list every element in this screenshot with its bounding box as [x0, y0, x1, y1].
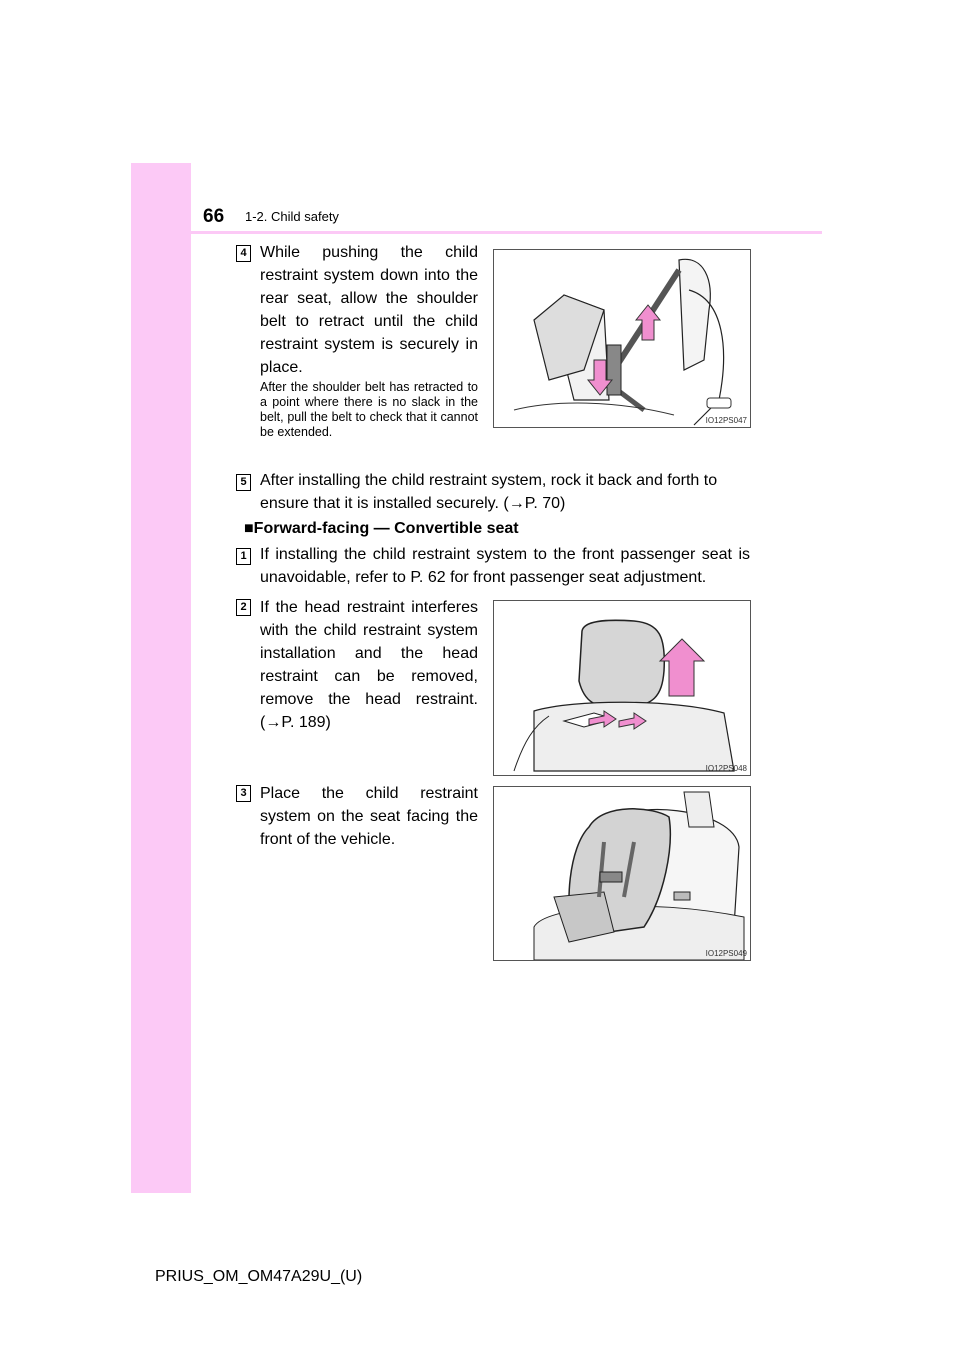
figure-convertible-seat	[493, 786, 751, 961]
side-color-band	[131, 163, 191, 1193]
figure-code: IO12PS049	[705, 949, 747, 958]
section-heading: ■Forward-facing — Convertible seat	[244, 520, 519, 537]
step-number-box: 3	[236, 785, 251, 802]
step-number-box: 5	[236, 474, 251, 491]
figure-shoulder-belt	[493, 249, 751, 428]
section-title: 1-2. Child safety	[245, 209, 339, 224]
step-number-box: 2	[236, 599, 251, 616]
header-rule	[191, 231, 822, 234]
figure-head-restraint	[493, 600, 751, 776]
step-text: After installing the child restraint system, rock it back and forth to ensure that it is installed securely. (→P. 70)	[260, 472, 718, 512]
figure-code: IO12PS047	[705, 416, 747, 425]
step-text: If the head restraint interferes with the child restraint system installation and the head restraint can be removed, remove the head restraint. (→P. 189)	[260, 599, 478, 731]
belt-illustration	[494, 250, 750, 427]
step-number-box: 1	[236, 548, 251, 565]
head-restraint-illustration	[494, 601, 750, 775]
step-text: If installing the child restraint system to the front passenger seat is unavoidable, refer to P. 62 for front passenger seat adjustment.	[260, 546, 750, 586]
step-text: Place the child restraint system on the seat facing the front of the vehicle.	[260, 785, 478, 848]
step-note: After the shoulder belt has retracted to a point where there is no slack in the belt, pull the belt to check that it cannot be extended.	[260, 380, 478, 439]
figure-code: IO12PS048	[705, 764, 747, 773]
page-number: 66	[203, 206, 225, 227]
footer-document-code: PRIUS_OM_OM47A29U_(U)	[155, 1268, 363, 1285]
step-number-box: 4	[236, 245, 251, 262]
convertible-seat-illustration	[494, 787, 750, 960]
step-text: While pushing the child restraint system down into the rear seat, allow the shoulder belt to retract until the child restraint system is securely in place.	[260, 244, 478, 376]
